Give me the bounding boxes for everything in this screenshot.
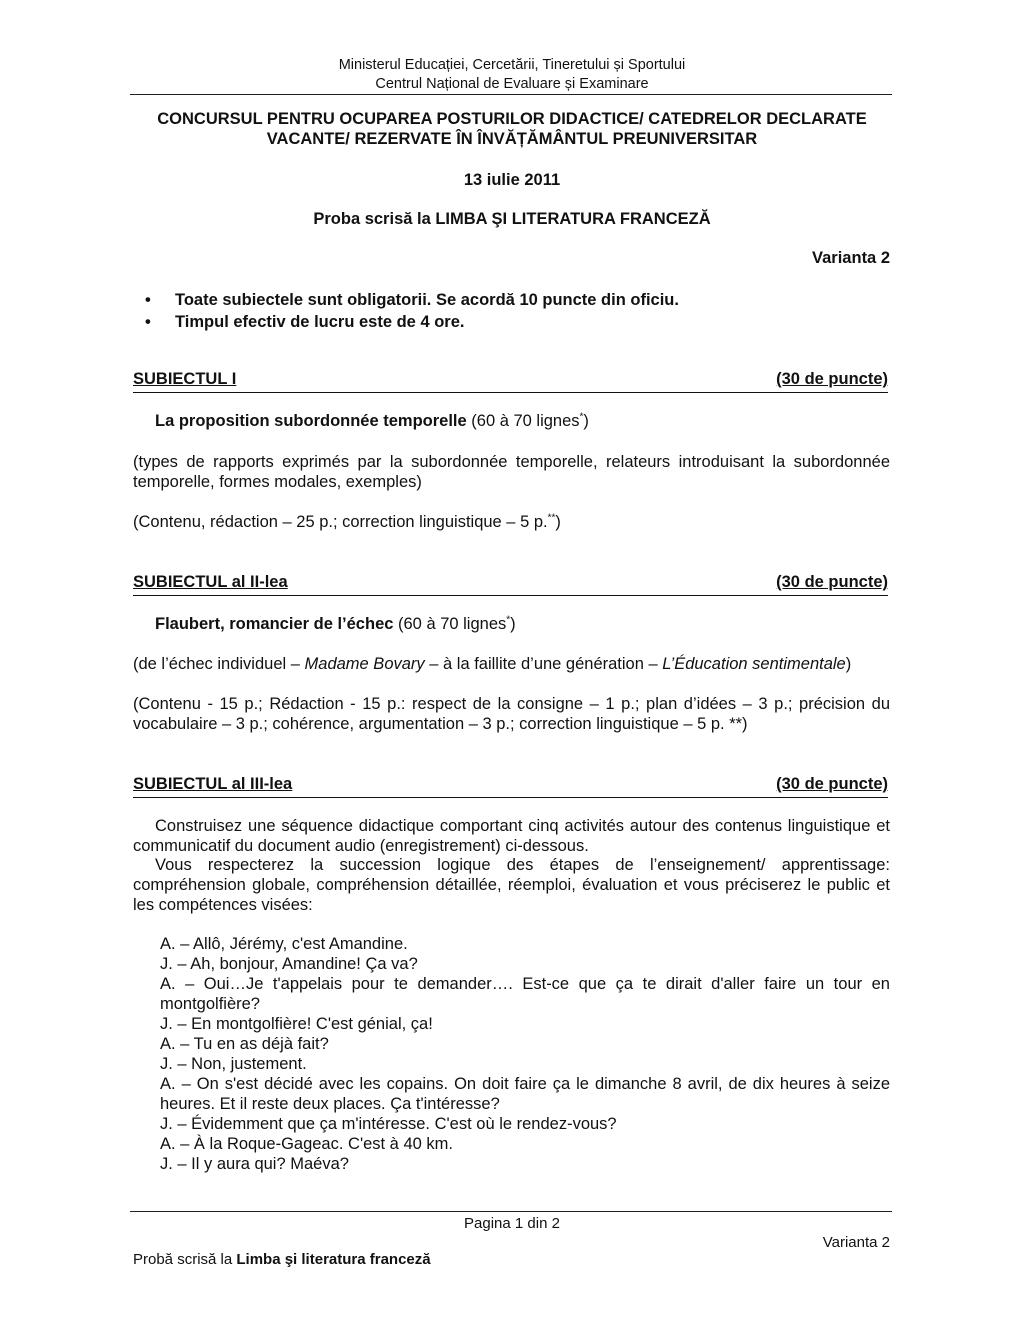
dialogue-line: A. – On s'est décidé avec les copains. On doit faire ça le dimanche 8 avril, de dix heures à seize heures. Et il reste deux places. Ça t'intéresse? bbox=[160, 1075, 890, 1113]
header-rule bbox=[130, 94, 892, 95]
subject-3-points: (30 de puncte) bbox=[776, 775, 888, 793]
subject-1-points: (30 de puncte) bbox=[776, 370, 888, 388]
footer-variant: Varianta 2 bbox=[822, 1234, 890, 1251]
dialogue bbox=[160, 934, 890, 1174]
dialogue-line: A. – Tu en as déjà fait? bbox=[160, 1035, 329, 1053]
subject-2-description bbox=[133, 654, 890, 674]
dialogue-line: J. – Non, justement. bbox=[160, 1055, 307, 1073]
subject-1-title: SUBIECTUL I bbox=[133, 370, 237, 388]
subject-1-topic-length: (60 à 70 lignes bbox=[466, 412, 580, 430]
title-line-2: VACANTE/ REZERVATE ÎN ÎNVĂȚĂMÂNTUL PREUNIVERSITAR bbox=[266, 130, 758, 148]
subject-2-grading: (Contenu - 15 p.; Rédaction - 15 p.: respect de la consigne – 1 p.; plan d’idées – 3 p.; précision du vocabulaire – 3 p.; cohérence, argumentation – 3 p.; correction linguistique – 5 p. **) bbox=[133, 695, 890, 733]
dialogue-line: J. – Ah, bonjour, Amandine! Ça va? bbox=[160, 955, 418, 973]
footnote-mark: * bbox=[506, 614, 511, 626]
dialogue-line: A. – Oui…Je t'appelais pour te demander…. Est-ce que ça te dirait d'aller faire un tour en montgolfière? bbox=[160, 975, 890, 1013]
dialogue-line: J. – Il y aura qui? Maéva? bbox=[160, 1155, 349, 1173]
subject-2-topic bbox=[155, 614, 890, 634]
page-number: Pagina 1 din 2 bbox=[464, 1215, 560, 1232]
subject-2-topic-length: (60 à 70 lignes bbox=[393, 615, 507, 633]
instruction-item: • Toate subiectele sunt obligatorii. Se acordă 10 puncte din oficiu. bbox=[133, 289, 890, 311]
subject-3-heading bbox=[133, 775, 888, 798]
title-line-1: CONCURSUL PENTRU OCUPAREA POSTURILOR DIDACTICE/ CATEDRELOR DECLARATE bbox=[157, 110, 867, 128]
footnote-mark: ** bbox=[547, 512, 556, 524]
novel-title: Madame Bovary bbox=[304, 655, 425, 673]
subject-1-heading bbox=[133, 370, 888, 393]
subject-1-grading-text: (Contenu, rédaction – 25 p.; correction linguistique – 5 p. bbox=[133, 513, 548, 531]
subject-2-title: SUBIECTUL al II-lea bbox=[133, 573, 288, 591]
novel-title: L’Éducation sentimentale bbox=[662, 655, 846, 673]
footer-exam-prefix: Probă scrisă la bbox=[133, 1251, 237, 1268]
exam-subject: Proba scrisă la LIMBA ŞI LITERATURA FRANCEZĂ bbox=[313, 210, 711, 228]
subject-1-grading bbox=[133, 512, 890, 532]
subject-1-topic-title: La proposition subordonnée temporelle bbox=[155, 412, 467, 430]
subject-3-paragraph-2: Vous respecterez la succession logique des étapes de l’enseignement/ apprentissage: compréhension globale, compréhension détaillée, réemploi, évaluation et vous préciserez le public et les compétences visées: bbox=[133, 856, 890, 914]
dialogue-line: A. – Allô, Jérémy, c'est Amandine. bbox=[160, 935, 408, 953]
subject-2-desc-part: ) bbox=[845, 655, 852, 673]
exam-date: 13 iulie 2011 bbox=[463, 171, 561, 189]
subject-2-desc-part: – à la faillite d’une génération – bbox=[424, 655, 663, 673]
subject-3-paragraph-1: Construisez une séquence didactique comportant cinq activités autour des contenus linguistique et communicatif du document audio (enregistrement) ci-dessous. bbox=[133, 817, 890, 855]
dialogue-line: J. – En montgolfière! C'est génial, ça! bbox=[160, 1015, 433, 1033]
subject-1-topic-close: ) bbox=[583, 412, 589, 430]
instruction-item: • Timpul efectiv de lucru este de 4 ore. bbox=[133, 311, 890, 333]
subject-3-title: SUBIECTUL al III-lea bbox=[133, 775, 293, 793]
subject-2-desc-part: (de l’échec individuel – bbox=[133, 655, 305, 673]
header-ministry: Ministerul Educației, Cercetării, Tineretului și Sportului bbox=[338, 57, 686, 73]
subject-2-points: (30 de puncte) bbox=[776, 573, 888, 591]
footer-exam bbox=[133, 1251, 431, 1268]
footer-rule bbox=[130, 1211, 892, 1212]
subject-2-heading bbox=[133, 573, 888, 596]
dialogue-line: A. – À la Roque-Gageac. C'est à 40 km. bbox=[160, 1135, 453, 1153]
header-center: Centrul Național de Evaluare și Examinare bbox=[375, 76, 649, 92]
dialogue-line: J. – Évidemment que ça m'intéresse. C'est où le rendez-vous? bbox=[160, 1115, 617, 1133]
subject-1-topic bbox=[155, 411, 890, 431]
subject-1-description: (types de rapports exprimés par la subordonnée temporelle, relateurs introduisant la subordonnée temporelle, formes modales, exemples) bbox=[133, 453, 890, 491]
subject-2-topic-close: ) bbox=[510, 615, 516, 633]
subject-1-grading-close: ) bbox=[555, 513, 561, 531]
footnote-mark: * bbox=[579, 411, 584, 423]
footer-exam-subject: Limba şi literatura franceză bbox=[236, 1251, 431, 1268]
variant-label: Varianta 2 bbox=[812, 249, 890, 267]
subject-2-topic-title: Flaubert, romancier de l’échec bbox=[155, 615, 394, 633]
instructions bbox=[133, 289, 890, 333]
